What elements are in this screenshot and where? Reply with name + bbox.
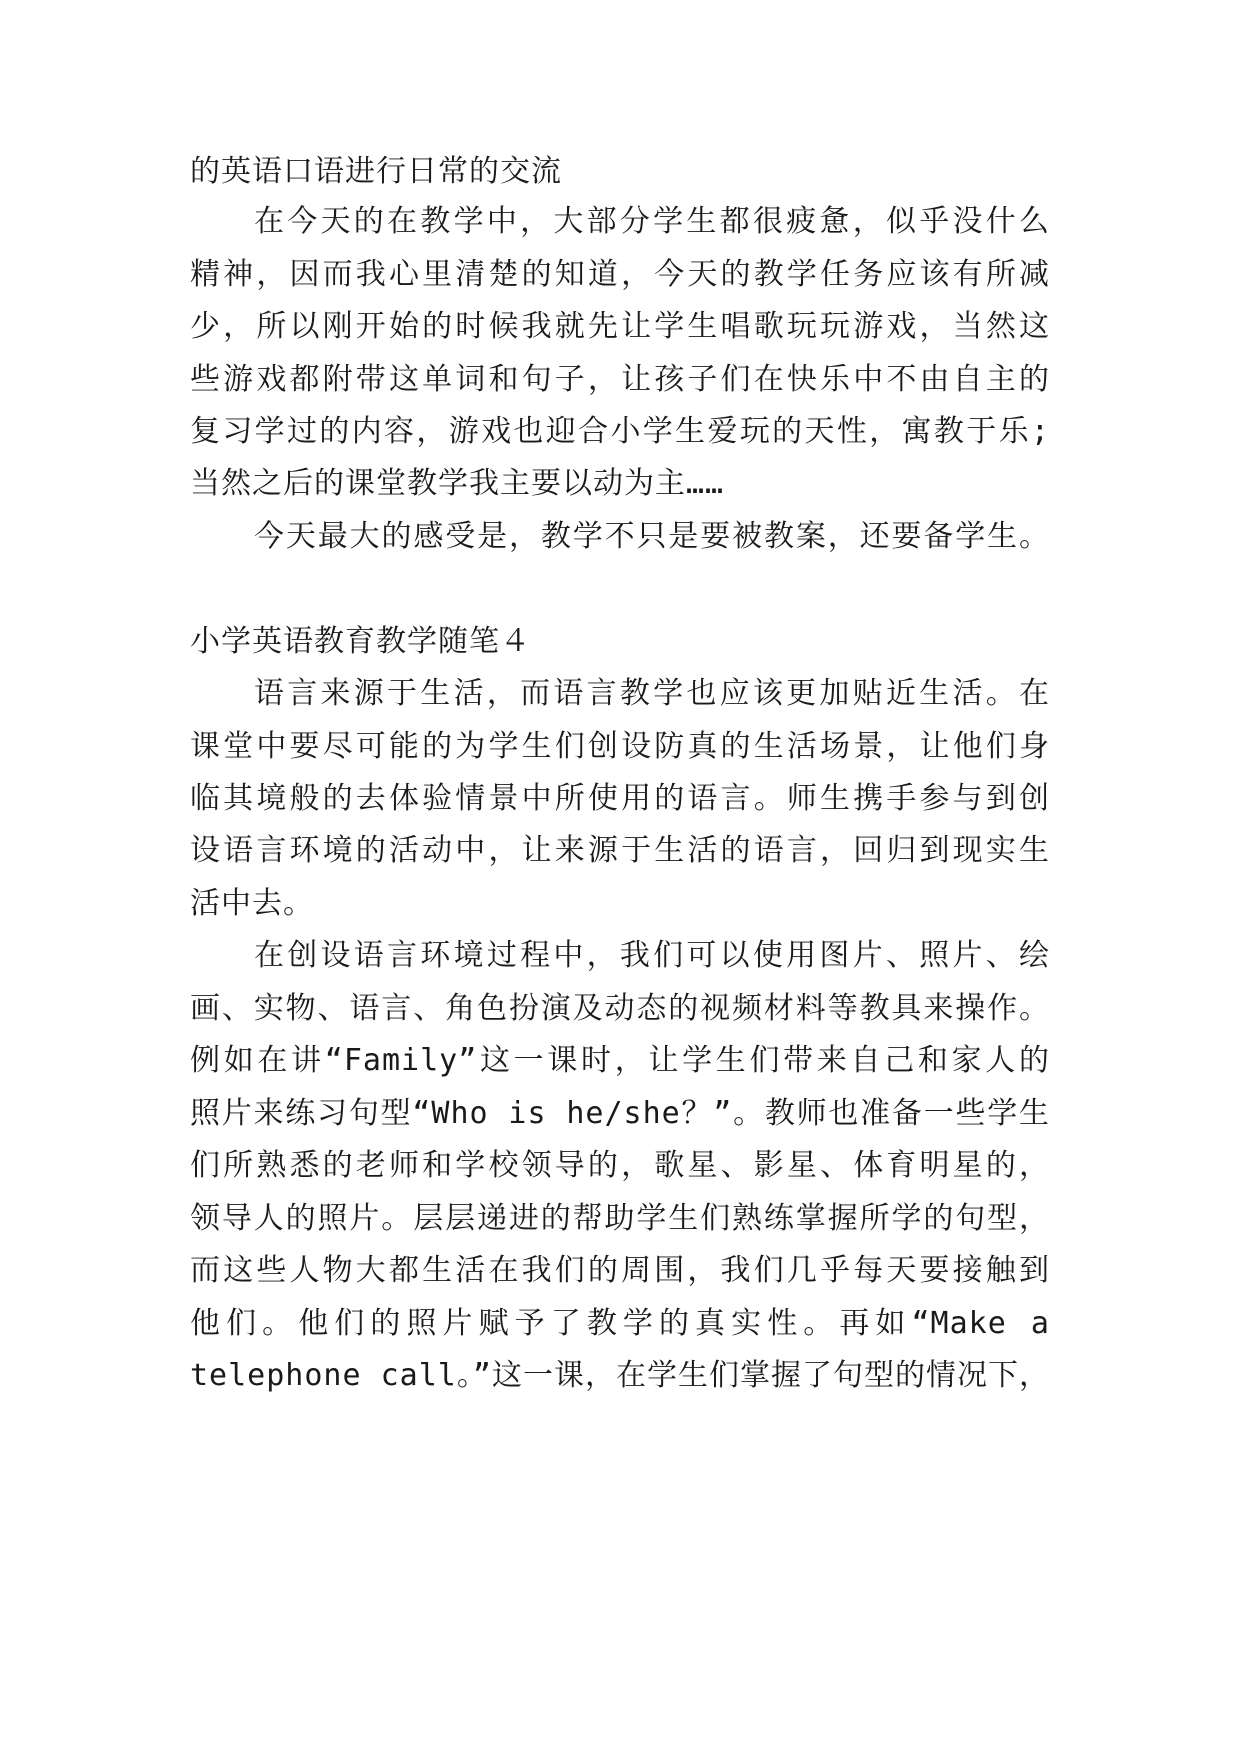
text-line: 课堂中要尽可能的为学生们创设防真的生活场景，让他们身	[190, 729, 1050, 764]
paragraph-first-line: 语言来源于生活，而语言教学也应该更加贴近生活。在	[254, 676, 1050, 711]
paragraph-first-line: 在创设语言环境过程中，我们可以使用图片、照片、绘	[254, 938, 1050, 973]
text-line: 少，所以刚开始的时候我就先让学生唱歌玩玩游戏，当然这	[190, 309, 1050, 344]
text-line: 些游戏都附带这单词和句子，让孩子们在快乐中不由自主的	[190, 362, 1050, 397]
text-line: 照片来练习句型“Who is he/she？”。教师也准备一些学生	[190, 1096, 1050, 1131]
text-line: 而这些人物大都生活在我们的周围，我们几乎每天要接触到	[190, 1253, 1050, 1288]
text-line: 精神，因而我心里清楚的知道，今天的教学任务应该有所减	[190, 257, 1050, 292]
text-line: telephone call。”这一课，在学生们掌握了句型的情况下，	[190, 1358, 1050, 1393]
text-line: 复习学过的内容，游戏也迎合小学生爱玩的天性，寓教于乐;	[190, 414, 1050, 449]
text-line: 临其境般的去体验情景中所使用的语言。师生携手参与到创	[190, 781, 1050, 816]
text-line: 的英语口语进行日常的交流	[190, 154, 562, 189]
text-line: 设语言环境的活动中，让来源于生活的语言，回归到现实生	[190, 833, 1050, 868]
section-heading: 小学英语教育教学随笔４	[190, 624, 531, 659]
text-line: 他们。他们的照片赋予了教学的真实性。再如“Make a	[190, 1306, 1050, 1341]
text-line: 当然之后的课堂教学我主要以动为主……	[190, 466, 725, 501]
paragraph-first-line: 在今天的在教学中，大部分学生都很疲惫，似乎没什么	[254, 204, 1050, 239]
text-line: 例如在讲“Family”这一课时，让学生们带来自己和家人的	[190, 1043, 1050, 1078]
text-line: 活中去。	[190, 886, 314, 921]
paragraph-first-line: 今天最大的感受是，教学不只是要被教案，还要备学生。	[254, 519, 1050, 554]
text-line: 领导人的照片。层层递进的帮助学生们熟练掌握所学的句型，	[190, 1201, 1050, 1236]
text-line: 们所熟悉的老师和学校领导的，歌星、影星、体育明星的，	[190, 1148, 1050, 1183]
text-line: 画、实物、语言、角色扮演及动态的视频材料等教具来操作。	[190, 991, 1050, 1026]
